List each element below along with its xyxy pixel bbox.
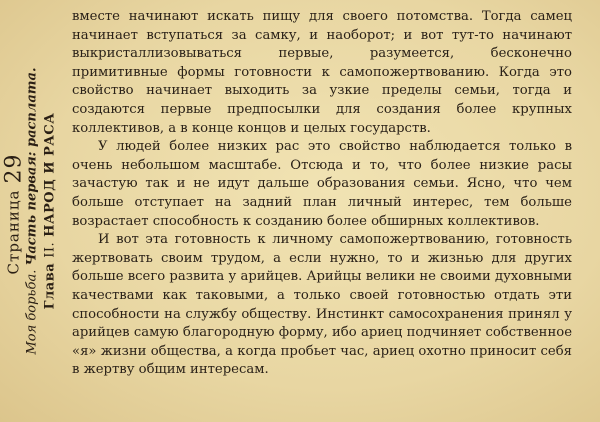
chapter-number: II.: [42, 241, 58, 258]
chapter-word: Глава: [42, 262, 58, 310]
paragraph: вместе начинают искать пищу для своего потомства. Тогда самец начинает вступаться за самку, и наоборот; и вот тут-то начинают выкристаллизовываться первые, разумеется, бесконечно примитивные формы готовности к самопожертвованию. Когда это свойство начинает выходить за узкие пределы семьи, тогда и создаются первые предпосылки для создания более крупных коллективов, а в конце концов и целых государств.: [72, 9, 572, 136]
page-header-vertical: [0, 0, 62, 422]
paragraph: И вот эта готовность к личному самопожертвованию, готовность жертвовать своим трудом, а если нужно, то и жизнью для других больше всего развита у арийцев. Арийцы велики не своими духовными качествами как таковыми, а только своей готовностью отдать эти способности на службу обществу. Инстинкт самосохранения принял у арийцев самую благородную форму, ибо ариец подчиняет собственное «я» жизни общества, а когда пробьет час, ариец охотно приносит себя в жертву общим интересам.: [72, 232, 572, 378]
chapter-title: НАРОД И РАСА: [42, 112, 58, 237]
page-word: Страница: [4, 189, 23, 275]
part-title: Часть первая: расплата.: [24, 67, 40, 266]
page-number: 29: [1, 153, 27, 184]
chapter-title-column: [40, 0, 60, 422]
paragraph: У людей более низких рас это свойство наблюдается только в очень небольшом масштабе. Отсюда и то, что более низкие расы зачастую так и не идут дальше образования семьи. Ясно, что чем больше отступает на задний план личный интерес, тем больше возрастает способность к созданию более обширных коллективов.: [72, 139, 572, 229]
page-number-column: [1, 0, 27, 422]
book-title-column: [22, 0, 42, 422]
body-text: [72, 8, 572, 380]
book-title: Моя борьба.: [24, 269, 40, 355]
